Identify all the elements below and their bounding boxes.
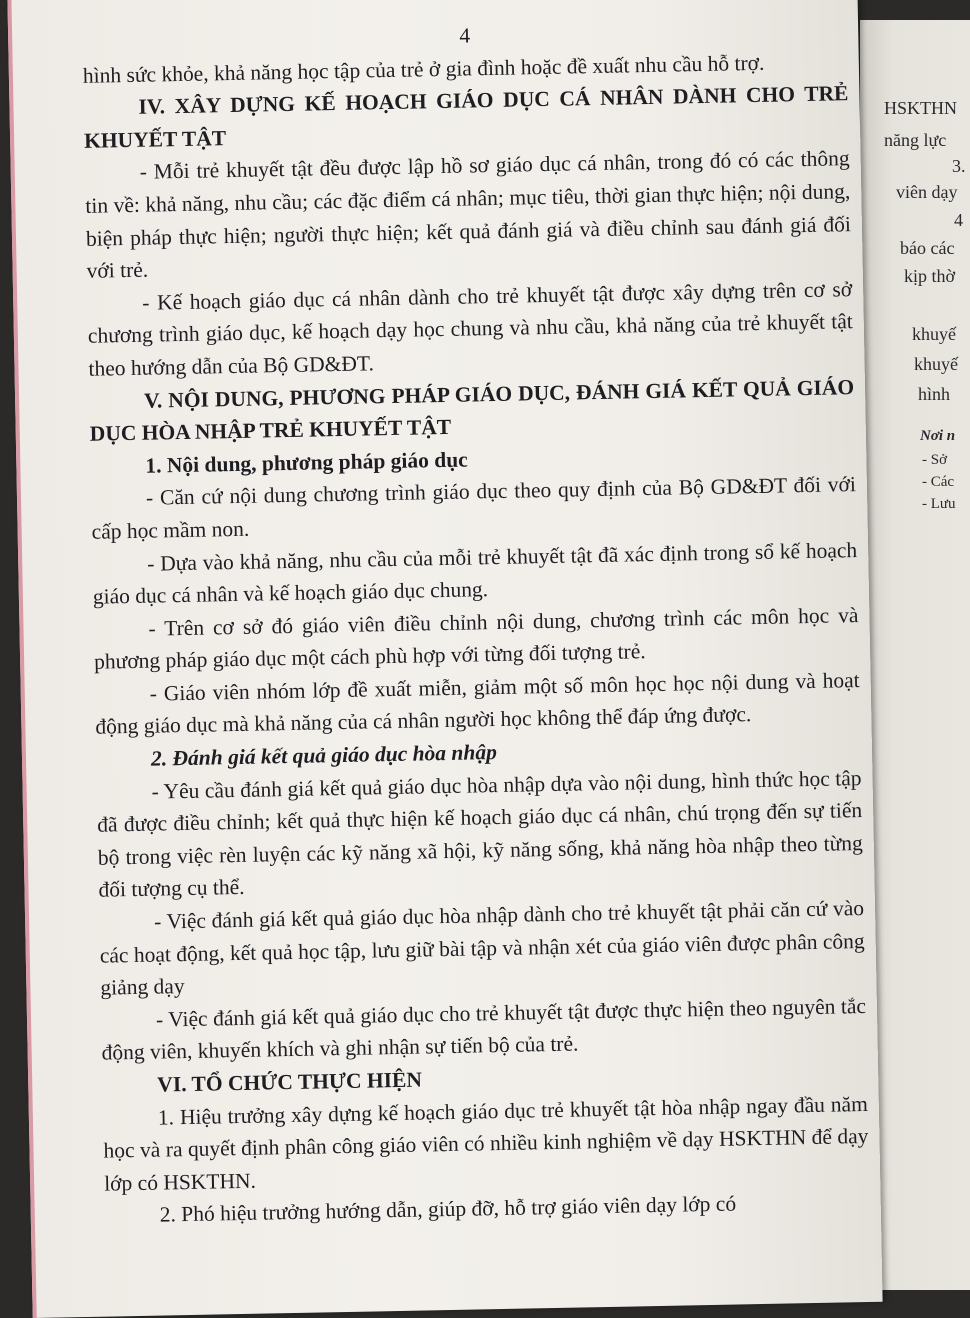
paragraph: - Dựa vào khả năng, nhu cầu của mỗi trẻ khuyết tật đã xác định trong sổ kế hoạch giáo dục cá nhân và kế hoạch giáo dục chung. [92,537,858,609]
paragraph: 1. Hiệu trưởng xây dựng kế hoạch giáo dục trẻ khuyết tật hòa nhập ngay đầu năm học và ra quyết định phân công giáo viên có nhiều kinh nghiệm về dạy HSKTHN để dạy lớp có HSKTHN. [103,1091,869,1196]
paragraph: - Yêu cầu đánh giá kết quả giáo dục hòa nhập dựa vào nội dung, hình thức học tập đã được điều chỉnh; kết quả thực hiện kế hoạch giáo dục cá nhân, chú trọng đến sự tiến bộ trong việc rèn luyện các kỹ năng xã hội, kỹ năng sống, khả năng hòa nhập theo từng đối tượng cụ thể. [97,765,864,903]
paragraph-list [83,45,870,1233]
adjacent-page-line: kịp thờ [904,266,956,286]
section-heading: IV. XÂY DỰNG KẾ HOẠCH GIÁO DỤC CÁ NHÂN DÀNH CHO TRẺ KHUYẾT TẬT [83,81,849,153]
adjacent-page-line: viên dạy [896,182,958,202]
paragraph: - Việc đánh giá kết quả giáo dục hòa nhập dành cho trẻ khuyết tật phải căn cứ vào các hoạt động, kết quả học tập, lưu giữ bài tập và nhận xét của giáo viên được phân công giảng dạy [99,896,865,1000]
adjacent-page-line: báo các [900,238,955,258]
adjacent-page-line: 4 [954,210,963,230]
adjacent-page-line: Nơi n [920,428,956,444]
document-page [7,0,882,1318]
paragraph: - Trên cơ sở đó giáo viên điều chỉnh nội dung, chương trình các môn học và phương pháp giáo dục một cách phù hợp với từng đối tượng trẻ. [93,602,859,675]
paragraph: - Mỗi trẻ khuyết tật đều được lập hồ sơ giáo dục cá nhân, trong đó có các thông tin về: khả năng, nhu cầu; các đặc điểm cá nhân; mục tiêu, thời gian thực hiện; nội dung, biện pháp thực hiện; người thực hiện; kết quả đánh giá và điều chỉnh sau đánh giá đối với trẻ. [85,146,852,283]
page-number: 4 [459,23,471,48]
adjacent-page-line: - Lưu [922,496,956,512]
paragraph: - Giáo viên nhóm lớp đề xuất miễn, giảm một số môn học học nội dung và hoạt động giáo dục mà khả năng của cá nhân người học không thể đáp ứng được. [95,667,860,740]
page-edge [7,0,36,1318]
adjacent-page-line: hình [918,384,951,404]
adjacent-page-line: khuyế [914,354,958,374]
subsection-heading: 2. Đánh giá kết quả giáo dục hòa nhập [150,740,498,771]
paragraph: 2. Phó hiệu trưởng hướng dẫn, giúp đỡ, hỗ trợ giáo viên dạy lớp có [159,1191,737,1227]
adjacent-page-line: - Sở [922,452,948,468]
section-heading: V. NỘI DUNG, PHƯƠNG PHÁP GIÁO DỤC, ĐÁNH GIÁ KẾT QUẢ GIÁO DỤC HÒA NHẬP TRẺ KHUYẾT TẬT [89,374,855,446]
subsection-heading: 1. Nội dung, phương pháp giáo dục [145,447,468,478]
adjacent-page-line: - Các [922,474,955,490]
adjacent-page-line: năng lực [884,130,947,150]
adjacent-page-line: khuyế [912,324,956,344]
section-heading: VI. TỔ CHỨC THỰC HIỆN [157,1067,423,1097]
paragraph: hình sức khỏe, khả năng học tập của trẻ ở gia đình hoặc đề xuất nhu cầu hỗ trợ. [82,50,765,88]
page-content [82,12,870,1232]
adjacent-page-line: 3. [952,156,966,176]
adjacent-page-line: HSKTHN [884,98,958,118]
paragraph: - Kế hoạch giáo dục cá nhân dành cho trẻ khuyết tật được xây dựng trên cơ sở chương trình giáo dục, kế hoạch dạy học chung và nhu cầu, khả năng của trẻ khuyết tật theo hướng dẫn của Bộ GD&ĐT. [87,276,853,381]
paragraph: - Việc đánh giá kết quả giáo dục cho trẻ khuyết tật được thực hiện theo nguyên tắc động viên, khuyến khích và ghi nhận sự tiến bộ của trẻ. [101,993,867,1066]
paragraph: - Căn cứ nội dung chương trình giáo dục theo quy định của Bộ GD&ĐT đối với cấp học mầm non. [91,472,857,544]
